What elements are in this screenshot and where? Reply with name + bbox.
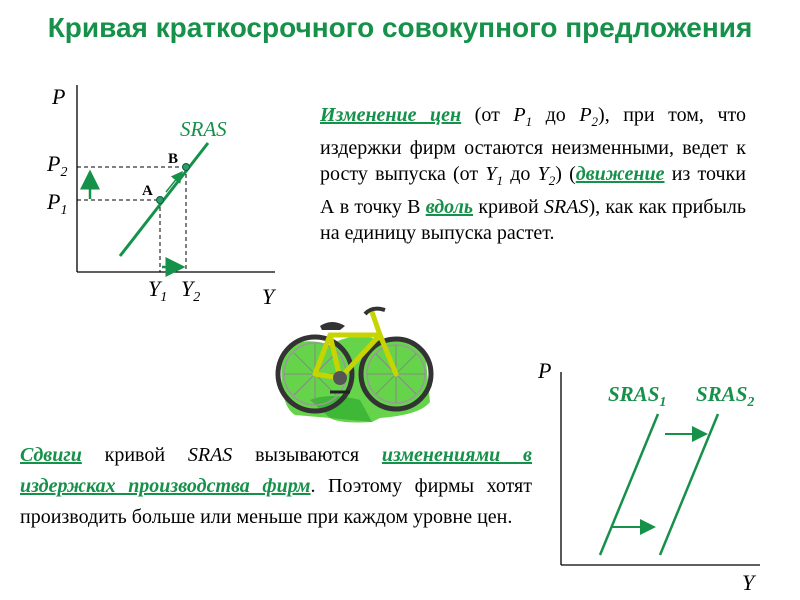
p2-label: $P_2$: [47, 151, 68, 180]
slide-title: Кривая краткосрочного совокупного предложения: [47, 12, 753, 43]
y2-label: $Y_2$: [181, 276, 201, 305]
movement-explanation: Изменение цен (от $P_1$ до $P_2$), при том, что издержки фирм остаются неизменными, ведет к росту выпуска (от $Y_1$ до $Y_2$) (движение из точки А в точку В вдоль кривой SRAS), как как прибыль на единицу выпуска растет.: [320, 104, 746, 244]
axis-label-p-2: P: [538, 358, 552, 383]
shift-explanation: Сдвиги кривой SRAS вызываются изменениями в издержках производства фирм. Поэтому фирмы хотят производить больше или меньше при каждом уровне цен.: [20, 444, 532, 528]
axis-label-y-2: Y: [742, 570, 755, 595]
point-b-label: B: [168, 151, 179, 167]
y1-label: $Y_1$: [148, 276, 168, 305]
sras-label: SRAS: [180, 117, 227, 141]
point-a-label: A: [142, 183, 153, 199]
sras2-label: $SRAS_2$: [696, 382, 755, 410]
sras1-label: $SRAS_1$: [608, 382, 667, 410]
sras1-curve: [600, 414, 658, 555]
axis-label-y: Y: [262, 284, 275, 309]
p1-label: $P_1$: [47, 189, 68, 218]
sras2-curve: [660, 414, 718, 555]
axis-label-p: P: [52, 84, 66, 109]
